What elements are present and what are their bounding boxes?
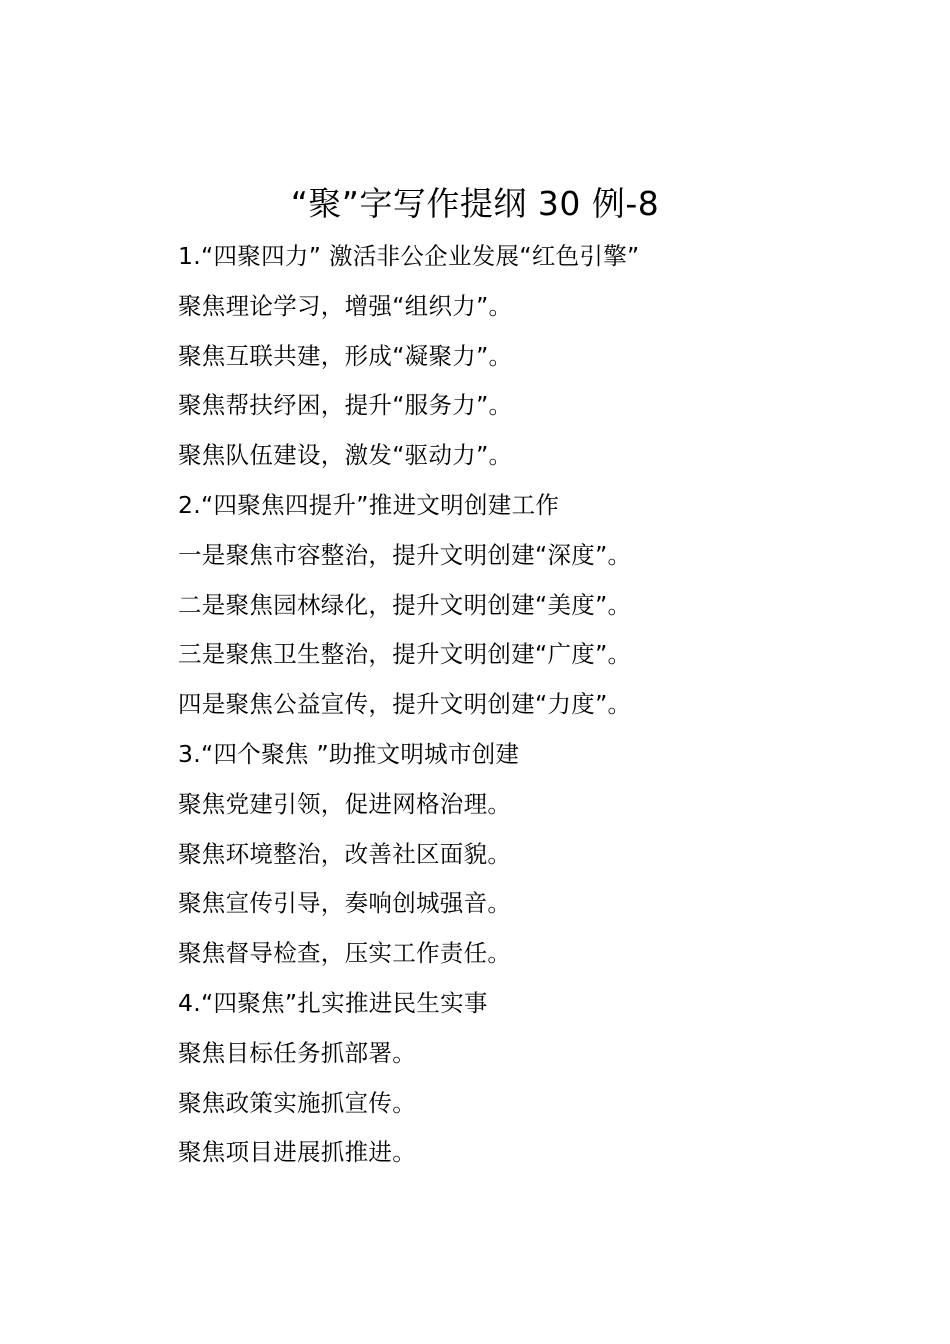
document-title: “聚”字写作提纲 30 例-8	[290, 184, 660, 223]
paragraph-line: 聚焦党建引领，促进网格治理。	[178, 789, 512, 818]
paragraph-line: 聚焦环境整治，改善社区面貌。	[178, 839, 512, 868]
paragraph-line: 聚焦项目进展抓推进。	[178, 1138, 416, 1167]
paragraph-line: 聚焦帮扶纾困，提升“服务力”。	[178, 391, 513, 420]
paragraph-line: 聚焦宣传引导，奏响创城强音。	[178, 889, 512, 918]
paragraph-line: 四是聚焦公益宣传，提升文明创建“力度”。	[178, 690, 632, 719]
paragraph-line: 聚焦互联共建，形成“凝聚力”。	[178, 341, 513, 370]
paragraph-line: 一是聚焦市容整治，提升文明创建“深度”。	[178, 540, 632, 569]
paragraph-line: 聚焦目标任务抓部署。	[178, 1038, 416, 1067]
paragraph-line: 聚焦理论学习，增强“组织力”。	[178, 291, 513, 320]
section-heading-4: 4.“四聚焦”扎实推进民生实事	[178, 988, 488, 1017]
section-heading-1: 1.“四聚四力” 激活非公企业发展“红色引擎”	[178, 242, 640, 270]
document-body	[178, 232, 918, 1178]
paragraph-line: 聚焦政策实施抓宣传。	[178, 1088, 416, 1117]
paragraph-line: 三是聚焦卫生整治，提升文明创建“广度”。	[178, 640, 632, 669]
paragraph-line: 聚焦队伍建设，激发“驱动力”。	[178, 441, 513, 470]
paragraph-line: 二是聚焦园林绿化，提升文明创建“美度”。	[178, 590, 632, 619]
paragraph-line: 聚焦督导检查，压实工作责任。	[178, 939, 512, 968]
section-heading-2: 2.“四聚焦四提升”推进文明创建工作	[178, 490, 560, 519]
section-heading-3: 3.“四个聚焦 ”助推文明城市创建	[178, 739, 520, 768]
